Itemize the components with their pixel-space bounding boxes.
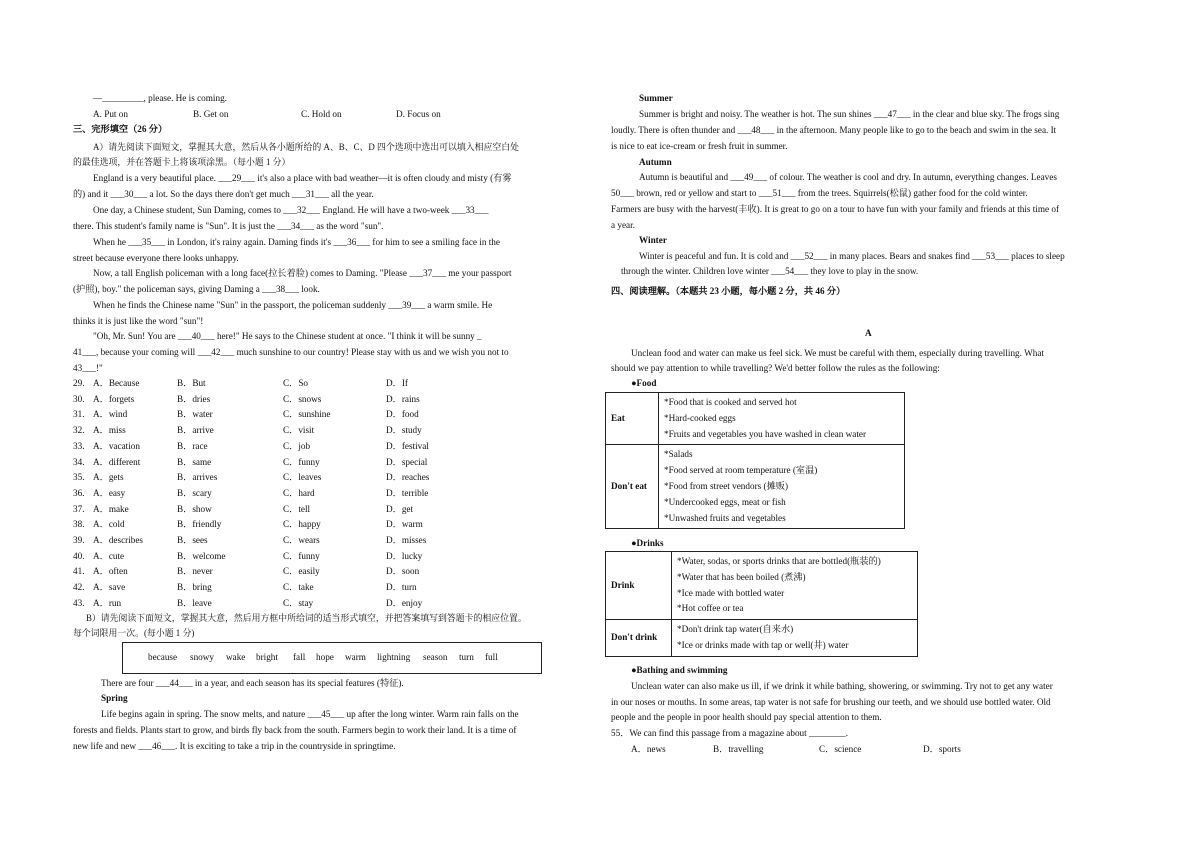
option-d: D．reaches: [386, 472, 430, 483]
bathing-text-3: people and the people in poor health should pay special attention to them.: [611, 712, 882, 722]
option-c: C．stay: [283, 597, 314, 608]
option-number: 36.: [73, 487, 85, 498]
option-c: C．take: [283, 582, 314, 593]
word-box-item: turn: [459, 652, 474, 662]
section3-title: 三、完形填空（26 分）: [73, 124, 168, 134]
word-box-item: season: [423, 652, 448, 662]
q55-option-a: A．news: [631, 744, 666, 754]
drinks-table: [605, 551, 918, 657]
autumn-text-3: Farmers are busy with the harvest(丰收). It is great to go on a tour to have fun with your family and friends at this time of: [611, 204, 1060, 214]
option-a: A．different: [93, 456, 141, 467]
option-number: 31.: [73, 409, 85, 420]
passage-label: A: [865, 328, 872, 338]
passage-line: (护照), boy." the policeman says, giving Daming a ___38___ look.: [73, 284, 320, 294]
autumn-text-1: Autumn is beautiful and ___49___ of colour. The weather is cool and dry. In autumn, everything changes. Leaves: [639, 172, 1057, 182]
passage-line: "Oh, Mr. Sun! You are ___40___ here!" He says to the Chinese student at once. "I think it will be sunny _: [93, 331, 482, 341]
food-row-dont-eat: [606, 445, 905, 529]
right-column: [600, 0, 1200, 849]
q28-option-a: A. Put on: [93, 109, 128, 119]
option-number: 39.: [73, 535, 85, 545]
section4-title: 四、阅读理解。（本题共 23 小题，每小题 2 分，共 46 分）: [611, 286, 846, 296]
option-d: D．rains: [386, 393, 420, 404]
drinks-drink-item: *Water that has been boiled (煮沸): [677, 571, 806, 582]
drinks-drink-head: Drink: [606, 552, 672, 620]
passage-line: One day, a Chinese student, Sun Daming, comes to ___32___ England. He will have a two-week ___33___: [93, 205, 489, 215]
winter-title: Winter: [639, 235, 667, 245]
food-dont-eat-item: *Food served at room temperature (室温): [664, 465, 818, 476]
option-c: C．hard: [283, 487, 315, 498]
passage-line: there. This student's family name is "Sun". It is just the ___34___ as the word "sun".: [73, 221, 384, 231]
option-d: D．misses: [386, 535, 427, 545]
word-box-item: fall: [293, 652, 306, 662]
food-dont-eat-items: [659, 445, 905, 529]
option-c: C．funny: [283, 550, 320, 561]
drinks-drink-item: *Ice made with bottled water: [677, 587, 785, 598]
option-a: A．describes: [93, 535, 144, 545]
spring-title: Spring: [101, 693, 128, 703]
partA-instructions-2: 的最佳选项，并在答题卡上将该项涂黑。（每小题 1 分）: [73, 157, 291, 167]
food-eat-item: *Fruits and vegetables you have washed in clean water: [664, 428, 867, 439]
option-b: B．friendly: [177, 519, 222, 530]
option-b: B．bring: [177, 582, 212, 593]
option-b: B．arrives: [177, 472, 218, 483]
q55-option-c: C．science: [819, 744, 862, 754]
q28-option-c: C. Hold on: [301, 109, 342, 119]
option-b: B．water: [177, 409, 213, 420]
passage-line: 的) and it ___30___ a lot. So the days there don't get much ___31___ all the year.: [73, 189, 374, 199]
option-c: C．tell: [283, 503, 311, 514]
option-number: 42.: [73, 582, 85, 593]
passage-line: England is a very beautiful place. ___29___ it's also a place with bad weather—it is often cloudy and misty (有雾: [93, 173, 512, 183]
option-d: D．enjoy: [386, 597, 423, 608]
food-dont-eat-item: *Salads: [664, 449, 693, 460]
option-a: A．forgets: [93, 393, 135, 404]
drinks-row-drink: [606, 552, 918, 620]
food-eat-items: [659, 393, 905, 445]
option-a: A．often: [93, 566, 128, 577]
spring-text-1: Life begins again in spring. The snow melts, and nature ___45___ up after the long winter. Warm rain falls on the: [101, 709, 519, 719]
option-number: 40.: [73, 550, 85, 561]
drinks-drink-items: [672, 552, 918, 620]
option-number: 32.: [73, 425, 85, 436]
autumn-text-4: a year.: [611, 220, 635, 230]
passage-line: 43___!": [73, 363, 103, 373]
food-eat-head: Eat: [606, 393, 659, 445]
option-c: C．visit: [283, 425, 315, 436]
option-d: D．study: [386, 425, 422, 436]
option-d: D．get: [386, 503, 414, 514]
option-d: D．warm: [386, 519, 423, 530]
option-number: 30.: [73, 393, 85, 404]
option-c: C．So: [283, 378, 309, 388]
word-box-item: because: [148, 652, 178, 662]
passage-line: When he ___35___ in London, it's rainy again. Daming finds it's ___36___ for him to see a smiling face in the: [93, 237, 500, 247]
drinks-dont-drink-item: *Don't drink tap water(自来水): [677, 624, 794, 635]
option-a: A．easy: [93, 487, 126, 498]
option-c: C．wears: [283, 535, 320, 545]
winter-text-2: through the winter. Children love winter ___54___ they love to play in the snow.: [621, 266, 919, 276]
q28-option-d: D. Focus on: [396, 109, 441, 119]
option-b: B．leave: [177, 597, 212, 608]
option-a: A．gets: [93, 472, 124, 483]
spring-text-3: new life and new ___46___. It is exciting to take a trip in the countryside in springtime.: [73, 741, 396, 751]
word-box-item: lightning: [377, 652, 411, 662]
option-a: A．cute: [93, 550, 125, 561]
word-box-item: hope: [316, 652, 334, 662]
option-number: 34.: [73, 456, 85, 467]
option-b: B．never: [177, 566, 213, 577]
word-box-item: wake: [226, 652, 246, 662]
option-a: A．save: [93, 582, 126, 593]
drinks-dont-drink-items: [672, 620, 918, 657]
option-d: D．special: [386, 456, 428, 467]
passage-line: When he finds the Chinese name "Sun" in the passport, the policeman suddenly ___39___ a warm smile. He: [93, 300, 493, 310]
option-b: B．show: [177, 503, 212, 514]
word-box: [122, 642, 542, 674]
food-dont-eat-item: *Undercooked eggs, meat or fish: [664, 496, 786, 507]
option-c: C．easily: [283, 566, 320, 577]
q55-stem: 55．We can find this passage from a magazine about ________.: [611, 728, 849, 738]
option-number: 29.: [73, 378, 85, 388]
option-d: D．terrible: [386, 487, 429, 498]
summer-text-2: loudly. There is often thunder and ___48___ in the afternoon. Many people like to go to the beach and swim in the sea. It: [611, 125, 1057, 135]
drinks-heading: ●Drinks: [631, 538, 664, 548]
option-b: B．sees: [177, 535, 208, 545]
summer-text-3: is nice to eat ice-cream or fresh fruit in summer.: [611, 141, 788, 151]
option-a: A．make: [93, 503, 129, 514]
option-d: D．If: [386, 378, 408, 388]
option-b: B．But: [177, 378, 206, 388]
option-c: C．happy: [283, 519, 321, 530]
word-box-item: full: [485, 652, 498, 662]
q55-option-b: B．travelling: [713, 744, 764, 754]
q55-option-d: D．sports: [923, 744, 961, 754]
option-number: 41.: [73, 566, 85, 577]
food-eat-item: *Food that is cooked and served hot: [664, 397, 797, 407]
drinks-drink-item: *Water, sodas, or sports drinks that are bottled(瓶装的): [677, 556, 881, 566]
option-a: A．cold: [93, 519, 125, 530]
option-a: A．miss: [93, 425, 126, 436]
option-b: B．same: [177, 456, 212, 467]
drinks-dont-drink-item: *Ice or drinks made with tap or well(井) water: [677, 639, 849, 650]
bathing-heading: ●Bathing and swimming: [631, 665, 728, 675]
drinks-row-dont-drink: [606, 620, 918, 657]
option-c: C．leaves: [283, 472, 322, 483]
summer-title: Summer: [639, 93, 673, 103]
option-number: 38.: [73, 519, 85, 530]
drinks-drink-item: *Hot coffee or tea: [677, 603, 744, 614]
autumn-title: Autumn: [639, 157, 672, 167]
partA-instructions-1: A）请先阅读下面短文，掌握其大意，然后从各小题所给的 A、B、C、D 四个选项中选出可以填入相应空白处: [93, 142, 519, 152]
option-c: C．sunshine: [283, 409, 331, 420]
intro-2: should we pay attention to while travelling? We'd better follow the rules as the following:: [611, 363, 940, 373]
option-b: B．welcome: [177, 550, 226, 561]
option-d: D．soon: [386, 566, 420, 577]
spring-text-2: forests and fields. Plants start to grow, and birds fly back from the south. Farmers begin to work their land. It is a time of: [73, 725, 517, 735]
option-number: 33.: [73, 440, 85, 451]
option-c: C．funny: [283, 456, 320, 467]
option-a: A．wind: [93, 409, 128, 420]
autumn-text-2: 50___ brown, red or yellow and start to ___51___ from the trees. Squirrels(松鼠) gather food for the cold winter.: [611, 188, 1028, 198]
option-b: B．arrive: [177, 425, 214, 436]
passage-line: thinks it is just like the word "sun"!: [73, 316, 204, 326]
winter-text-1: Winter is peaceful and fun. It is cold and ___52___ in many places. Bears and snakes find ___53___ places to sleep: [639, 251, 1065, 261]
passage-line: Now, a tall English policeman with a long face(拉长着脸) comes to Daming. "Please ___37___ me your passport: [93, 268, 512, 278]
bathing-text-1: Unclean water can also make us ill, if we drink it while bathing, showering, or swimming. Try not to get any water: [631, 681, 1053, 691]
food-table: [605, 392, 905, 529]
q28-option-b: B. Get on: [193, 109, 229, 119]
option-number: 35.: [73, 472, 85, 483]
option-b: B．race: [177, 440, 208, 451]
food-eat-item: *Hard-cooked eggs: [664, 412, 736, 423]
option-number: 37.: [73, 503, 85, 514]
option-a: A．vacation: [93, 440, 140, 451]
option-d: D．festival: [386, 440, 429, 451]
passage-line: street because everyone there looks unhappy.: [73, 253, 239, 263]
option-a: A．Because: [93, 378, 140, 388]
option-d: D．food: [386, 409, 419, 420]
option-d: D．turn: [386, 582, 417, 593]
passage-line: 41___, because your coming will ___42___ much sunshine to our country! Please stay with us and we wish you not to: [73, 347, 509, 357]
option-c: C．snows: [283, 393, 322, 404]
word-box-item: bright: [256, 652, 278, 662]
partB-instructions-2: 每个词限用一次。(每小题 1 分): [73, 628, 195, 638]
seasons-intro: There are four ___44___ in a year, and each season has its special features (特征).: [101, 678, 404, 688]
option-d: D．lucky: [386, 550, 423, 561]
food-dont-eat-head: Don't eat: [606, 445, 659, 529]
option-b: B．scary: [177, 487, 212, 498]
bathing-text-2: in our noses or mouths. In some areas, tap water is not safe for brushing our teeth, and we should use bottled water. Old: [611, 697, 1051, 707]
word-box-item: snowy: [190, 652, 214, 662]
q28-tail: —_________, please. He is coming.: [93, 93, 227, 103]
drinks-dont-drink-head: Don't drink: [606, 620, 672, 657]
word-box-item: warm: [345, 652, 366, 662]
option-c: C．job: [283, 440, 311, 451]
option-b: B．dries: [177, 393, 211, 404]
intro-1: Unclean food and water can make us feel sick. We must be careful with them, especially during travelling. What: [631, 348, 1044, 358]
option-number: 43.: [73, 597, 85, 608]
food-row-eat: [606, 393, 905, 445]
food-heading: ●Food: [631, 378, 657, 388]
partB-instructions-1: B）请先阅读下面短文，掌握其大意，然后用方框中所给词的适当形式填空，并把答案填写到答题卡的相应位置。: [86, 613, 527, 623]
option-a: A．run: [93, 597, 122, 608]
food-dont-eat-item: *Food from street vendors (摊贩): [664, 480, 789, 491]
summer-text-1: Summer is bright and noisy. The weather is hot. The sun shines ___47___ in the clear and blue sky. The frogs sing: [639, 109, 1060, 119]
food-dont-eat-item: *Unwashed fruits and vegetables: [664, 512, 786, 523]
